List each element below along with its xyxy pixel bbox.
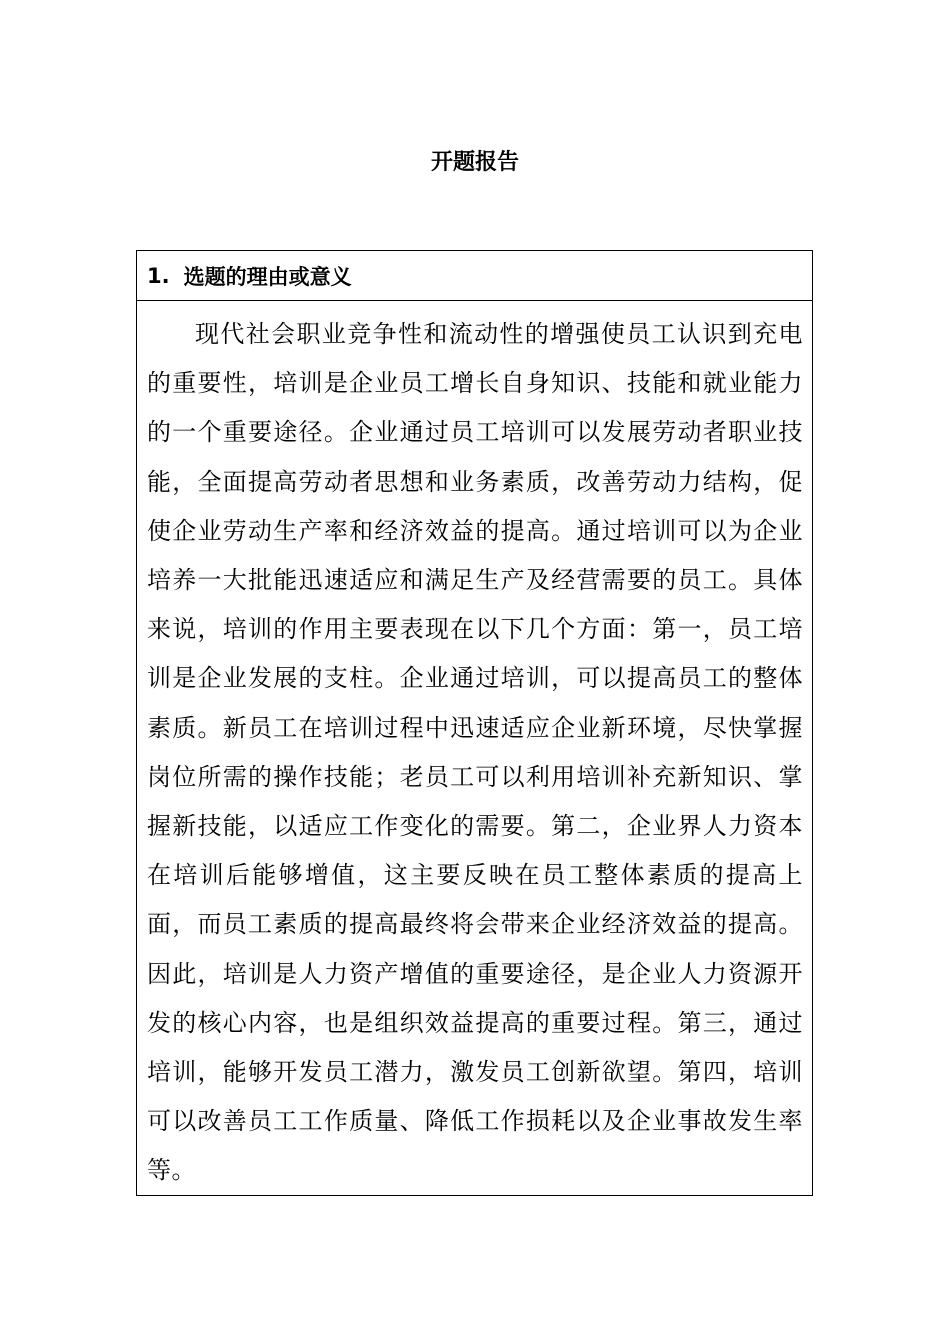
page-title: 开题报告 [430, 150, 519, 175]
section-heading: 选题的理由或意义 [183, 264, 352, 289]
section-body-text: 现代社会职业竞争性和流动性的增强使员工认识到充电的重要性，培训是企业员工增长自身知识、技能和就业能力的一个重要途径。企业通过员工培训可以发展劳动者职业技能，全面提高劳动者思想和业务素质，改善劳动力结构，促使企业劳动生产率和经济效益的提高。通过培训可以为企业培养一大批能迅速适应和满足生产及经营需要的员工。具体来说，培训的作用主要表现在以下几个方面：第一，员工培训是企业发展的支柱。企业通过培训，可以提高员工的整体素质。新员工在培训过程中迅速适应企业新环境，尽快掌握岗位所需的操作技能；老员工可以利用培训补充新知识、掌握新技能，以适应工作变化的需要。第二，企业界人力资本在培训后能够增值，这主要反映在员工整体素质的提高上面，而员工素质的提高最终将会带来企业经济效益的提高。因此，培训是人力资产增值的重要途径，是企业人力资源开发的核心内容，也是组织效益提高的重要过程。第三，通过培训，能够开发员工潜力，激发员工创新欲望。第四，培训可以改善员工工作质量、降低工作损耗以及企业事故发生率等。 [147, 320, 803, 1185]
report-table [136, 250, 813, 1196]
section-number: 1. [147, 263, 170, 288]
section-body [137, 301, 812, 1196]
section-header [137, 251, 812, 301]
